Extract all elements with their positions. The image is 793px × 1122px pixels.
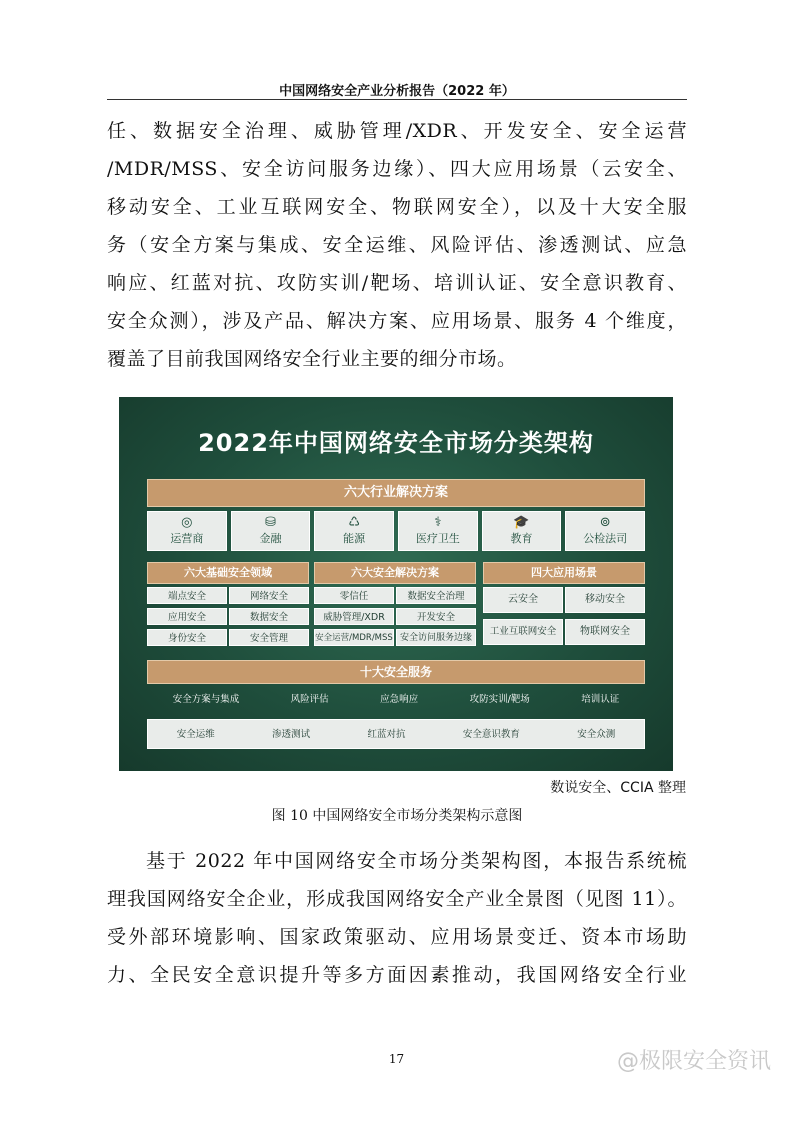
watermark: @极限安全资讯 [616, 1049, 771, 1074]
service-item: 红蓝对抗 [367, 729, 406, 740]
solution-cell: 开发安全 [396, 608, 476, 625]
industry-police-law [565, 511, 645, 551]
basic-cell: 身份安全 [147, 629, 227, 646]
energy-icon: ♺ [348, 515, 360, 530]
text-line: /MDR/MSS、安全访问服务边缘）、四大应用场景（云安全、 [107, 158, 687, 180]
industry-solutions-header: 六大行业解决方案 [147, 479, 645, 507]
figure-source: 数说安全、CCIA 整理 [550, 780, 686, 796]
basic-cell: 应用安全 [147, 608, 227, 625]
service-item: 安全众测 [577, 729, 616, 740]
application-scenarios-header: 四大应用场景 [483, 562, 645, 584]
text-line: 覆盖了目前我国网络安全行业主要的细分市场。 [107, 348, 517, 370]
service-item: 攻防实训/靶场 [469, 694, 530, 705]
education-icon: 🎓 [513, 515, 530, 530]
security-solutions-header: 六大安全解决方案 [314, 562, 476, 584]
basic-security-header: 六大基础安全领域 [147, 562, 309, 584]
medical-icon: ⚕ [434, 515, 442, 530]
industry-row [147, 511, 645, 551]
scenario-cell: 移动安全 [565, 587, 645, 613]
text-line: 理我国网络安全企业，形成我国网络安全产业全景图（见图 11）。 [107, 888, 687, 910]
operator-icon: ◎ [181, 515, 193, 530]
industry-finance [231, 511, 311, 551]
text-line: 受外部环境影响、国家政策驱动、应用场景变迁、资本市场助 [107, 926, 687, 948]
basic-cell: 安全管理 [229, 629, 309, 646]
figure-caption: 图 10 中国网络安全市场分类架构示意图 [271, 808, 523, 824]
service-item: 安全意识教育 [462, 729, 520, 740]
text-line: 响应、红蓝对抗、攻防实训/靶场、培训认证、安全意识教育、 [107, 272, 687, 294]
industry-label: 金融 [259, 532, 282, 545]
industry-operator [147, 511, 227, 551]
service-item: 渗透测试 [272, 729, 311, 740]
text-line: 移动安全、工业互联网安全、物联网安全），以及十大安全服 [107, 196, 687, 218]
service-item: 应急响应 [380, 694, 419, 705]
text-line: 任、数据安全治理、威胁管理/XDR、开发安全、安全运营 [107, 120, 687, 142]
header-divider [107, 99, 687, 100]
paragraph-2 [107, 842, 687, 994]
industry-medical [398, 511, 478, 551]
text-line: 力、全民安全意识提升等多方面因素推动，我国网络安全行业 [107, 964, 687, 986]
solution-cell: 零信任 [314, 587, 394, 604]
scenario-cell: 云安全 [483, 587, 563, 613]
industry-label: 医疗卫生 [415, 532, 460, 545]
service-item: 安全方案与集成 [172, 694, 240, 705]
security-services-header: 十大安全服务 [147, 660, 645, 684]
market-architecture-figure [119, 397, 673, 771]
service-item: 风险评估 [290, 694, 329, 705]
text-line: 务（安全方案与集成、安全运维、风险评估、渗透测试、应急 [107, 234, 687, 256]
services-row-2 [147, 719, 645, 749]
basic-cell: 数据安全 [229, 608, 309, 625]
solution-cell: 安全访问服务边缘 [396, 629, 476, 646]
figure-title: 2022年中国网络安全市场分类架构 [198, 429, 594, 457]
solution-cell: 威胁管理/XDR [314, 608, 394, 625]
industry-label: 教育 [510, 532, 533, 545]
industry-energy [314, 511, 394, 551]
basic-cell: 端点安全 [147, 587, 227, 604]
text-line: 基于 2022 年中国网络安全市场分类架构图，本报告系统梳 [146, 850, 687, 872]
industry-education [482, 511, 562, 551]
police-law-icon: ⊚ [599, 515, 611, 530]
basic-cell: 网络安全 [229, 587, 309, 604]
paragraph-1 [107, 112, 687, 378]
service-item: 培训认证 [581, 694, 620, 705]
page-header: 中国网络安全产业分析报告（2022 年） [279, 84, 515, 99]
industry-label: 公检法司 [583, 532, 628, 545]
scenario-cell: 物联网安全 [565, 619, 645, 645]
text-line: 安全众测），涉及产品、解决方案、应用场景、服务 4 个维度， [107, 310, 687, 332]
solution-cell: 数据安全治理 [396, 587, 476, 604]
scenario-cell: 工业互联网安全 [483, 619, 563, 645]
page-number: 17 [388, 1052, 405, 1066]
finance-icon: ⛁ [265, 515, 276, 530]
solution-cell: 安全运营/MDR/MSS [314, 629, 394, 646]
industry-label: 运营商 [170, 532, 204, 545]
service-item: 安全运维 [176, 729, 215, 740]
services-row-1 [147, 689, 645, 711]
industry-label: 能源 [343, 532, 366, 545]
